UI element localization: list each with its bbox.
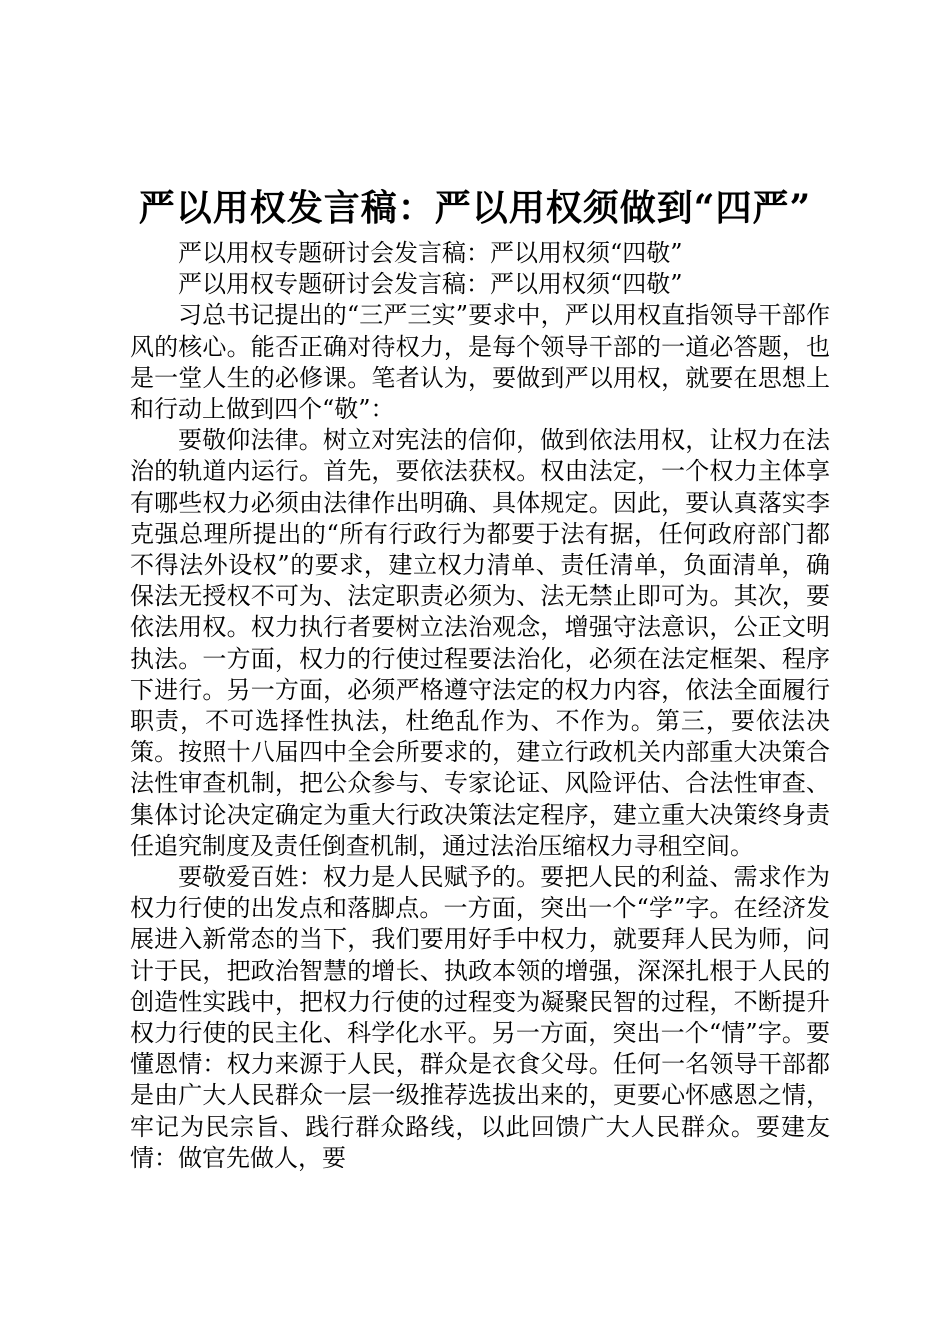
document-title: 严以用权发言稿：严以用权须做到“四严” bbox=[138, 187, 812, 229]
body-paragraph: 习总书记提出的“三严三实”要求中，严以用权直指领导干部作风的核心。能否正确对待权力，是每个领导干部的一道必答题，也是一堂人生的必修课。笔者认为，要做到严以用权，就要在思想上和行动上做到四个“敬”： bbox=[130, 301, 830, 424]
subtitle-line: 严以用权专题研讨会发言稿：严以用权须“四敬” bbox=[178, 270, 683, 299]
document-body bbox=[130, 238, 830, 1174]
subtitle-line: 严以用权专题研讨会发言稿：严以用权须“四敬” bbox=[178, 239, 683, 267]
body-paragraph: 要敬仰法律。树立对宪法的信仰，做到依法用权，让权力在法治的轨道内运行。首先，要依法获权。权由法定，一个权力主体享有哪些权力必须由法律作出明确、具体规定。因此，要认真落实李克强总理所提出的“所有行政行为都要于法有据，任何政府部门都不得法外设权”的要求，建立权力清单、责任清单，负面清单，确保法无授权不可为、法定职责必须为、法无禁止即可为。其次，要依法用权。权力执行者要树立法治观念，增强守法意识，公正文明执法。一方面，权力的行使过程要法治化，必须在法定框架、程序下进行。另一方面，必须严格遵守法定的权力内容，依法全面履行职责，不可选择性执法，杜绝乱作为、不作为。第三，要依法决策。按照十八届四中全会所要求的，建立行政机关内部重大决策合法性审查机制，把公众参与、专家论证、风险评估、合法性审查、集体讨论决定确定为重大行政决策法定程序，建立重大决策终身责任追究制度及责任倒查机制，通过法治压缩权力寻租空间。 bbox=[130, 426, 830, 860]
body-paragraph: 要敬爱百姓：权力是人民赋予的。要把人民的利益、需求作为权力行使的出发点和落脚点。一方面，突出一个“学”字。在经济发展进入新常态的当下，我们要用好手中权力，就要拜人民为师，问计于民，把政治智慧的增长、执政本领的增强，深深扎根于人民的创造性实践中，把权力行使的过程变为凝聚民智的过程，不断提升权力行使的民主化、科学化水平。另一方面，突出一个“情”字。要懂恩情：权力来源于人民，群众是衣食父母。任何一名领导干部都是由广大人民群众一层一级推荐选拔出来的，更要心怀感恩之情，牢记为民宗旨、践行群众路线，以此回馈广大人民群众。要建友情：做官先做人，要 bbox=[130, 863, 830, 1172]
